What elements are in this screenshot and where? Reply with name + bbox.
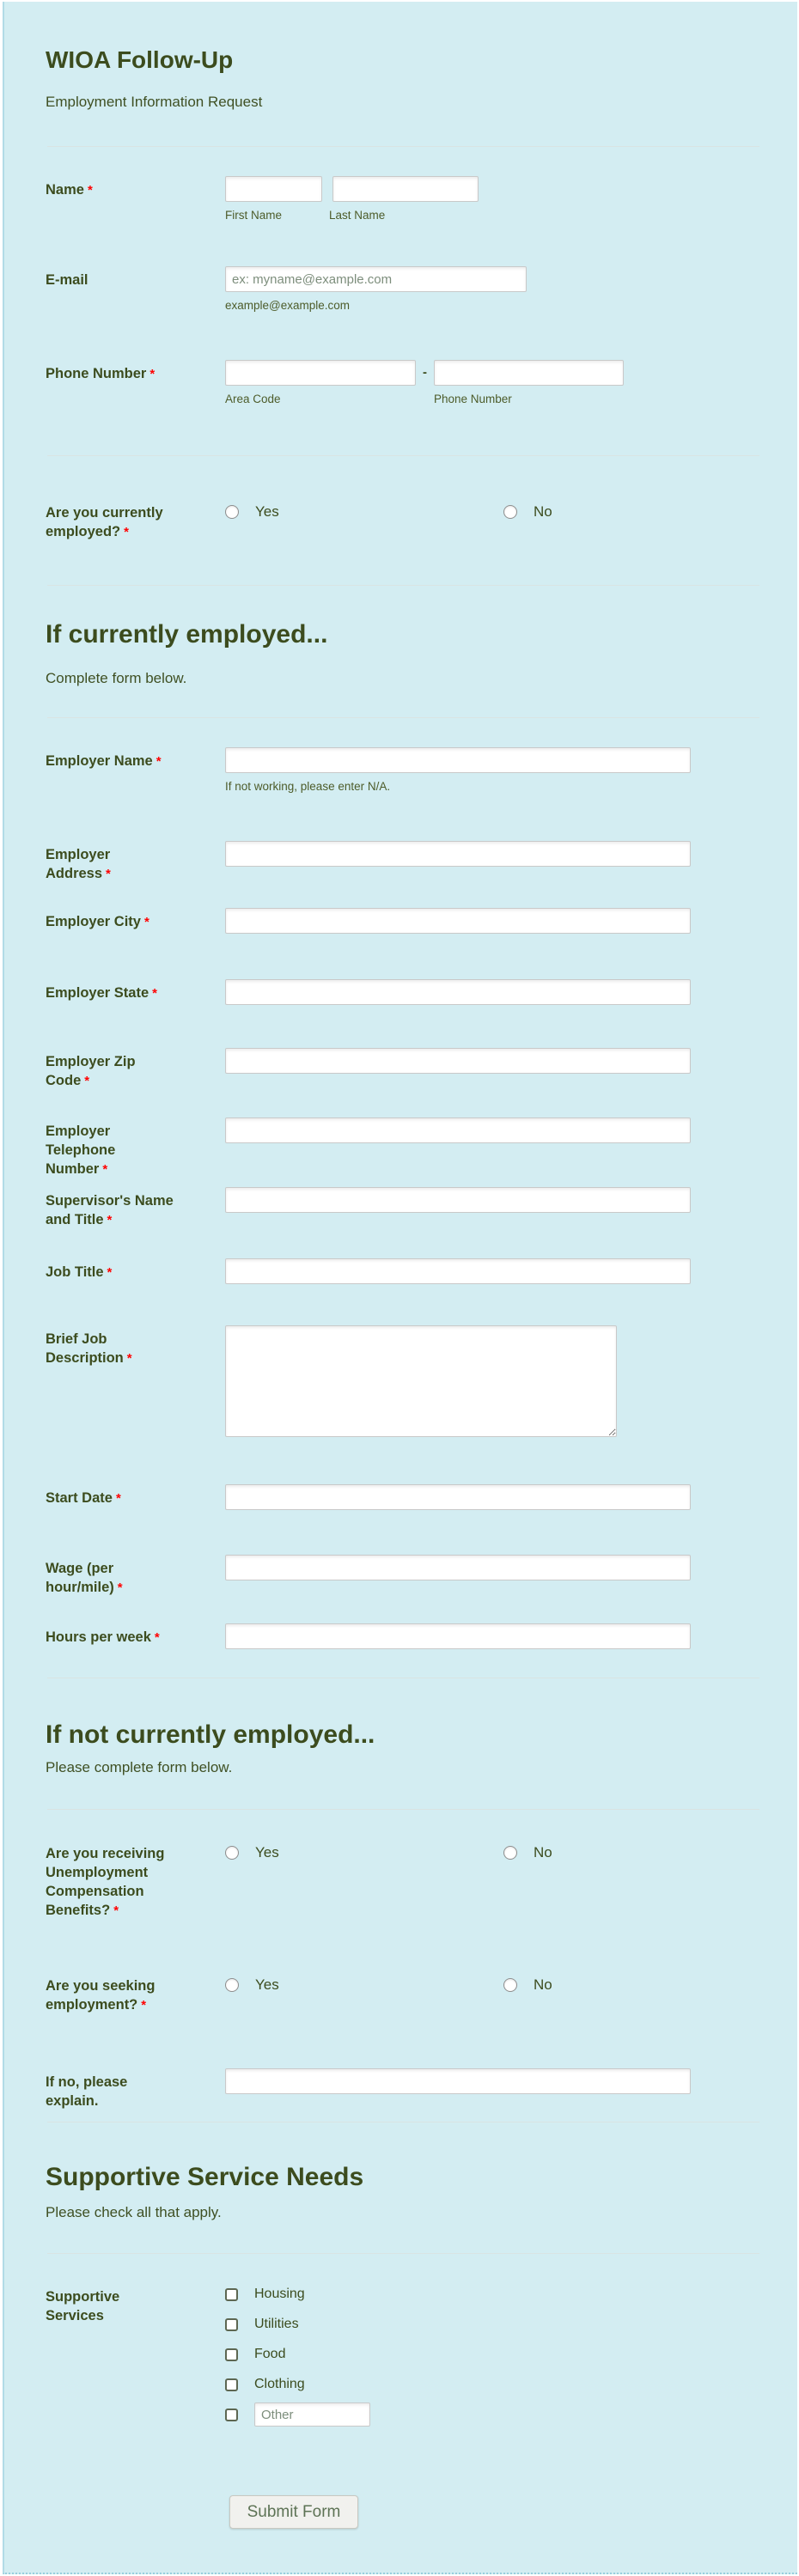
- employer-phone-input[interactable]: [225, 1117, 691, 1143]
- email-sublabel: example@example.com: [225, 299, 351, 312]
- employer-zip-label: Employer Zip Code *: [46, 1054, 136, 1088]
- employer-address-input[interactable]: [225, 841, 691, 867]
- currently-employed-no-option[interactable]: [503, 503, 552, 521]
- required-asterisk: *: [87, 183, 93, 198]
- divider: [47, 146, 759, 147]
- section-subheading-employed: Complete form below.: [46, 670, 187, 686]
- clothing-label: Clothing: [254, 2377, 305, 2391]
- required-asterisk: *: [152, 986, 157, 1001]
- last-name-sublabel: Last Name: [329, 209, 386, 222]
- no-option-label: No: [534, 1844, 552, 1860]
- hours-per-week-label: Hours per week *: [46, 1629, 160, 1645]
- last-name-input[interactable]: [332, 176, 479, 202]
- section-heading-employed: If currently employed...: [46, 620, 328, 649]
- seeking-employment-label: Are you seeking employment? *: [46, 1978, 156, 2013]
- housing-label: Housing: [254, 2287, 305, 2301]
- field-hours-per-week: [46, 1623, 691, 1649]
- first-name-sublabel: First Name: [225, 209, 283, 222]
- required-asterisk: *: [141, 1998, 147, 2013]
- seeking-employment-no-radio[interactable]: [503, 1978, 517, 1992]
- form-subtitle: Employment Information Request: [46, 94, 263, 110]
- employer-phone-label: Employer Telephone Number *: [46, 1124, 116, 1177]
- field-employer-city: [46, 908, 691, 934]
- divider: [47, 585, 759, 586]
- email-label: E-mail: [46, 272, 88, 288]
- seeking-employment-yes-option[interactable]: [225, 1976, 279, 1994]
- employer-zip-input[interactable]: [225, 1048, 691, 1074]
- receiving-benefits-no-radio[interactable]: [503, 1846, 517, 1860]
- receiving-benefits-yes-radio[interactable]: [225, 1846, 239, 1860]
- area-code-input[interactable]: [225, 360, 416, 386]
- required-asterisk: *: [156, 754, 162, 769]
- receiving-benefits-yes-option[interactable]: [225, 1844, 279, 1861]
- field-job-title: [46, 1258, 691, 1284]
- required-asterisk: *: [106, 867, 111, 881]
- field-receiving-benefits: [46, 1844, 741, 1921]
- required-asterisk: *: [117, 1580, 123, 1595]
- start-date-input[interactable]: [225, 1484, 691, 1510]
- supportive-option-other[interactable]: [225, 2408, 370, 2421]
- other-input[interactable]: [254, 2402, 370, 2427]
- seeking-employment-no-option[interactable]: [503, 1976, 552, 1994]
- food-checkbox[interactable]: [225, 2348, 238, 2361]
- housing-checkbox[interactable]: [225, 2288, 238, 2301]
- start-date-label: Start Date *: [46, 1490, 121, 1506]
- submit-button[interactable]: Submit Form: [229, 2495, 358, 2529]
- required-asterisk: *: [154, 1630, 160, 1645]
- required-asterisk: *: [149, 367, 156, 381]
- wage-label: Wage (per hour/mile) *: [46, 1561, 123, 1595]
- form-title: WIOA Follow-Up: [46, 46, 234, 73]
- required-asterisk: *: [107, 1213, 113, 1227]
- if-no-explain-input[interactable]: [225, 2068, 691, 2094]
- field-start-date: [46, 1484, 691, 1510]
- receiving-benefits-no-option[interactable]: [503, 1844, 552, 1861]
- employer-city-label: Employer City *: [46, 914, 149, 929]
- phone-number-sublabel: Phone Number: [434, 393, 512, 405]
- employer-state-input[interactable]: [225, 979, 691, 1005]
- section-heading-not-employed: If not currently employed...: [46, 1720, 375, 1749]
- form-container: [3, 2, 797, 2574]
- field-name: [46, 176, 479, 222]
- phone-number-input[interactable]: [434, 360, 624, 386]
- required-asterisk: *: [113, 1903, 119, 1918]
- supervisor-label: Supervisor's Name and Title *: [46, 1193, 174, 1227]
- employer-name-sublabel: If not working, please enter N/A.: [225, 780, 391, 793]
- field-employer-phone: [46, 1117, 691, 1179]
- section-subheading-not-employed: Please complete form below.: [46, 1759, 233, 1775]
- employer-city-input[interactable]: [225, 908, 691, 934]
- field-employer-name: [46, 747, 691, 794]
- required-asterisk: *: [84, 1074, 90, 1088]
- currently-employed-no-radio[interactable]: [503, 505, 517, 519]
- field-seeking-employment: [46, 1976, 741, 2015]
- employer-name-input[interactable]: [225, 747, 691, 773]
- supportive-option-utilities[interactable]: [225, 2317, 370, 2331]
- supportive-services-label: Supportive Services: [46, 2289, 120, 2323]
- receiving-benefits-label: Are you receiving Unemployment Compensation Benefits? *: [46, 1846, 165, 1918]
- field-employer-state: [46, 979, 691, 1005]
- clothing-checkbox[interactable]: [225, 2378, 238, 2391]
- divider: [47, 2253, 759, 2254]
- required-asterisk: *: [115, 1491, 121, 1506]
- currently-employed-yes-radio[interactable]: [225, 505, 239, 519]
- currently-employed-label: Are you currently employed? *: [46, 505, 163, 539]
- supportive-option-housing[interactable]: [225, 2287, 370, 2301]
- if-no-explain-label: If no, please explain.: [46, 2074, 128, 2109]
- employer-address-label: Employer Address *: [46, 847, 111, 881]
- divider: [47, 1809, 759, 1810]
- wage-input[interactable]: [225, 1555, 691, 1580]
- field-employer-address: [46, 841, 691, 884]
- food-label: Food: [254, 2347, 286, 2361]
- seeking-employment-yes-radio[interactable]: [225, 1978, 239, 1992]
- first-name-input[interactable]: [225, 176, 322, 202]
- no-option-label: No: [534, 1976, 552, 1993]
- required-asterisk: *: [102, 1162, 108, 1177]
- employer-name-label: Employer Name *: [46, 753, 162, 769]
- job-title-input[interactable]: [225, 1258, 691, 1284]
- section-heading-supportive: Supportive Service Needs: [46, 2163, 364, 2191]
- field-wage: [46, 1555, 691, 1598]
- phone-label: Phone Number *: [46, 366, 156, 381]
- job-description-textarea[interactable]: [225, 1325, 617, 1437]
- employer-state-label: Employer State *: [46, 985, 157, 1001]
- yes-option-label: Yes: [255, 1844, 279, 1860]
- utilities-checkbox[interactable]: [225, 2318, 238, 2331]
- name-label: Name *: [46, 182, 93, 198]
- required-asterisk: *: [143, 915, 149, 929]
- field-supervisor: [46, 1187, 691, 1230]
- supportive-option-clothing[interactable]: [225, 2378, 370, 2391]
- job-title-label: Job Title *: [46, 1264, 113, 1280]
- field-supportive-services: [46, 2287, 370, 2421]
- required-asterisk: *: [107, 1265, 113, 1280]
- supervisor-input[interactable]: [225, 1187, 691, 1213]
- field-currently-employed: [46, 503, 741, 542]
- utilities-label: Utilities: [254, 2317, 299, 2331]
- no-option-label: No: [534, 503, 552, 520]
- currently-employed-yes-option[interactable]: [225, 503, 279, 521]
- phone-separator: -: [423, 365, 427, 380]
- field-employer-zip: [46, 1048, 691, 1091]
- field-phone: [46, 360, 624, 406]
- yes-option-label: Yes: [255, 1976, 279, 1993]
- hours-per-week-input[interactable]: [225, 1623, 691, 1649]
- email-input[interactable]: [225, 266, 527, 292]
- divider: [47, 455, 759, 456]
- other-checkbox[interactable]: [225, 2409, 238, 2421]
- required-asterisk: *: [124, 525, 129, 539]
- field-job-description: [46, 1325, 617, 1441]
- field-if-no-explain: [46, 2068, 691, 2110]
- job-description-label: Brief Job Description *: [46, 1331, 132, 1366]
- supportive-option-food[interactable]: [225, 2348, 370, 2361]
- area-code-sublabel: Area Code: [225, 393, 281, 405]
- divider: [47, 717, 759, 718]
- required-asterisk: *: [126, 1351, 132, 1366]
- field-email: [46, 266, 527, 313]
- yes-option-label: Yes: [255, 503, 279, 520]
- section-subheading-supportive: Please check all that apply.: [46, 2204, 222, 2220]
